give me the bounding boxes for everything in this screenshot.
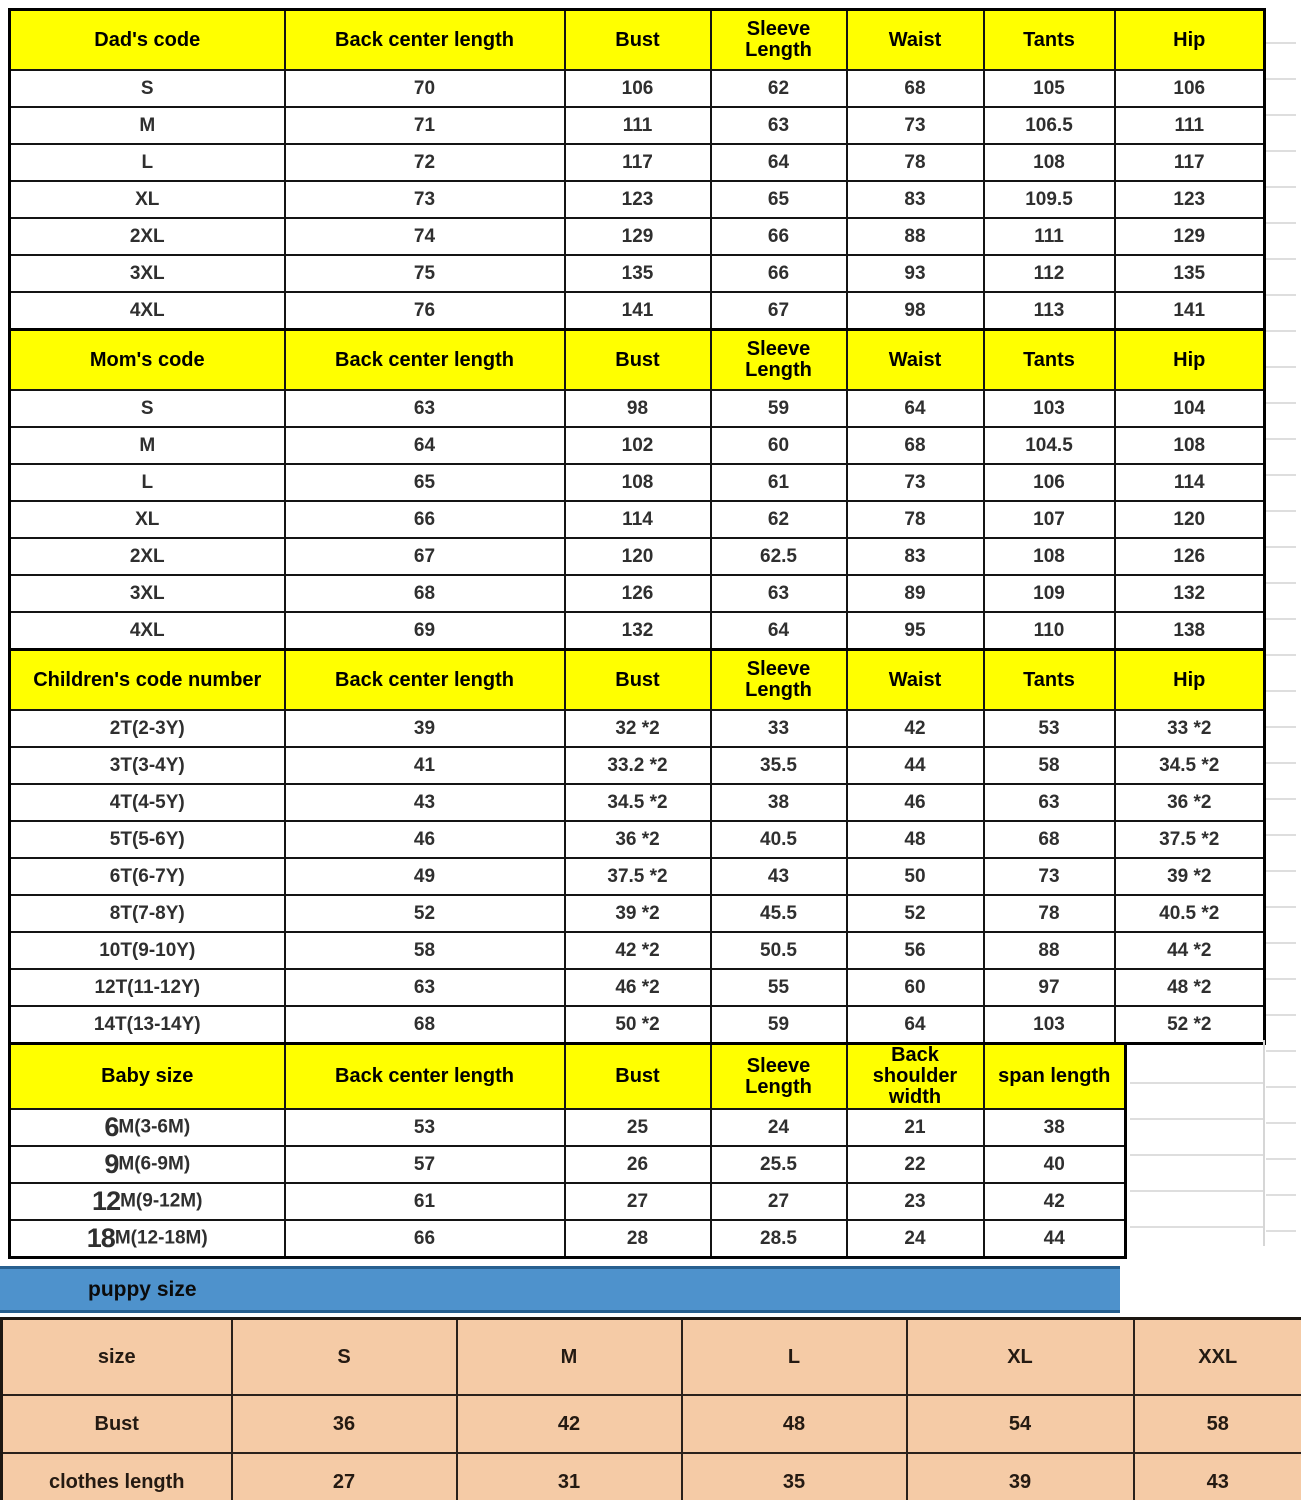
table-row: [10, 1220, 1126, 1258]
puppy-value-cell: 58: [1134, 1395, 1301, 1453]
dad-value-cell: 112: [984, 255, 1115, 292]
puppy-value-cell: 39: [907, 1453, 1134, 1500]
baby-header-span-length: span length: [984, 1044, 1126, 1110]
dad-value-cell: 72: [285, 144, 565, 181]
mom-value-cell: 138: [1115, 612, 1265, 650]
children-value-cell: 52: [847, 895, 984, 932]
table-row: [10, 932, 1265, 969]
mom-value-cell: 120: [565, 538, 711, 575]
dad-value-cell: 88: [847, 218, 984, 255]
mom-value-cell: 59: [711, 390, 847, 427]
baby-value-cell: 28.5: [711, 1220, 847, 1258]
puppy-value-cell: 48: [682, 1395, 907, 1453]
dad-value-cell: 78: [847, 144, 984, 181]
children-value-cell: 52: [285, 895, 565, 932]
mom-value-cell: 63: [711, 575, 847, 612]
puppy-size-banner-label: puppy size: [88, 1277, 197, 1301]
mom-value-cell: 108: [565, 464, 711, 501]
table-row: [10, 107, 1265, 144]
puppy-size-table: [0, 1317, 1301, 1500]
children-value-cell: 37.5 *2: [1115, 821, 1265, 858]
baby-value-cell: 57: [285, 1146, 565, 1183]
dad-header-waist: Waist: [847, 10, 984, 71]
dad-value-cell: 141: [565, 292, 711, 330]
baby-value-cell: 25.5: [711, 1146, 847, 1183]
children-row-label: 14T(13-14Y): [10, 1006, 285, 1044]
children-value-cell: 44: [847, 747, 984, 784]
children-header-tants: Tants: [984, 650, 1115, 711]
dad-row-label: 2XL: [10, 218, 285, 255]
mom-value-cell: 62.5: [711, 538, 847, 575]
dad-row-label: S: [10, 70, 285, 107]
children-value-cell: 64: [847, 1006, 984, 1044]
dad-row-label: M: [10, 107, 285, 144]
mom-row-label: 2XL: [10, 538, 285, 575]
dad-value-cell: 106: [565, 70, 711, 107]
mom-value-cell: 107: [984, 501, 1115, 538]
dad-value-cell: 106: [1115, 70, 1265, 107]
mom-header-hip: Hip: [1115, 330, 1265, 391]
children-value-cell: 40.5 *2: [1115, 895, 1265, 932]
table-row: [10, 390, 1265, 427]
dad-value-cell: 141: [1115, 292, 1265, 330]
baby-size-table: [8, 1042, 1127, 1259]
dad-value-cell: 62: [711, 70, 847, 107]
children-value-cell: 50 *2: [565, 1006, 711, 1044]
mom-value-cell: 78: [847, 501, 984, 538]
children-size-table: [8, 648, 1266, 1045]
dad-value-cell: 129: [565, 218, 711, 255]
table-row: [2, 1319, 1301, 1396]
dad-value-cell: 67: [711, 292, 847, 330]
table-row: [10, 821, 1265, 858]
children-row-label: 12T(11-12Y): [10, 969, 285, 1006]
children-value-cell: 34.5 *2: [565, 784, 711, 821]
children-header-bust: Bust: [565, 650, 711, 711]
dad-value-cell: 111: [565, 107, 711, 144]
dad-header-hip: Hip: [1115, 10, 1265, 71]
dad-header-tants: Tants: [984, 10, 1115, 71]
mom-value-cell: 65: [285, 464, 565, 501]
children-value-cell: 55: [711, 969, 847, 1006]
children-value-cell: 46: [285, 821, 565, 858]
dad-value-cell: 71: [285, 107, 565, 144]
children-value-cell: 39 *2: [565, 895, 711, 932]
dad-header-sleeve-length: Sleeve Length: [711, 10, 847, 71]
children-value-cell: 50: [847, 858, 984, 895]
mom-row-label: 4XL: [10, 612, 285, 650]
mom-value-cell: 68: [847, 427, 984, 464]
children-value-cell: 42: [847, 710, 984, 747]
table-row: [10, 255, 1265, 292]
dad-row-label: XL: [10, 181, 285, 218]
baby-value-cell: 38: [984, 1109, 1126, 1146]
table-row: [10, 501, 1265, 538]
children-value-cell: 48: [847, 821, 984, 858]
mom-value-cell: 66: [285, 501, 565, 538]
children-value-cell: 33.2 *2: [565, 747, 711, 784]
children-value-cell: 60: [847, 969, 984, 1006]
dad-value-cell: 117: [565, 144, 711, 181]
mom-value-cell: 110: [984, 612, 1115, 650]
table-row: [10, 292, 1265, 330]
mom-value-cell: 108: [984, 538, 1115, 575]
dad-value-cell: 106.5: [984, 107, 1115, 144]
children-value-cell: 35.5: [711, 747, 847, 784]
baby-row-label: 6M(3-6M): [10, 1109, 285, 1146]
children-value-cell: 63: [984, 784, 1115, 821]
dad-value-cell: 68: [847, 70, 984, 107]
children-value-cell: 42 *2: [565, 932, 711, 969]
dad-value-cell: 109.5: [984, 181, 1115, 218]
dad-value-cell: 70: [285, 70, 565, 107]
children-row-label: 8T(7-8Y): [10, 895, 285, 932]
baby-value-cell: 44: [984, 1220, 1126, 1258]
dad-value-cell: 75: [285, 255, 565, 292]
children-row-label: 10T(9-10Y): [10, 932, 285, 969]
header-row: [10, 650, 1265, 711]
baby-value-cell: 27: [711, 1183, 847, 1220]
mom-value-cell: 83: [847, 538, 984, 575]
table-row: [10, 612, 1265, 650]
children-header-sleeve-length: Sleeve Length: [711, 650, 847, 711]
children-value-cell: 58: [285, 932, 565, 969]
children-value-cell: 34.5 *2: [1115, 747, 1265, 784]
children-value-cell: 68: [984, 821, 1115, 858]
header-row: [10, 330, 1265, 391]
dad-value-cell: 63: [711, 107, 847, 144]
puppy-value-cell: 31: [457, 1453, 682, 1500]
baby-value-cell: 26: [565, 1146, 711, 1183]
mom-size-table: [8, 328, 1266, 651]
mom-value-cell: 98: [565, 390, 711, 427]
baby-value-cell: 21: [847, 1109, 984, 1146]
puppy-value-cell: 43: [1134, 1453, 1301, 1500]
children-value-cell: 68: [285, 1006, 565, 1044]
children-value-cell: 39 *2: [1115, 858, 1265, 895]
children-value-cell: 40.5: [711, 821, 847, 858]
baby-header-back-shoulder-width: Back shoulder width: [847, 1044, 984, 1110]
children-value-cell: 58: [984, 747, 1115, 784]
mom-value-cell: 106: [984, 464, 1115, 501]
mom-value-cell: 73: [847, 464, 984, 501]
children-value-cell: 37.5 *2: [565, 858, 711, 895]
dad-value-cell: 64: [711, 144, 847, 181]
table-row: [10, 784, 1265, 821]
puppy-value-cell: 27: [232, 1453, 457, 1500]
children-row-label: 3T(3-4Y): [10, 747, 285, 784]
table-row: [10, 1183, 1126, 1220]
children-value-cell: 88: [984, 932, 1115, 969]
dad-value-cell: 74: [285, 218, 565, 255]
dad-value-cell: 123: [565, 181, 711, 218]
children-value-cell: 50.5: [711, 932, 847, 969]
mom-value-cell: 103: [984, 390, 1115, 427]
children-value-cell: 63: [285, 969, 565, 1006]
puppy-value-cell: 42: [457, 1395, 682, 1453]
mom-value-cell: 120: [1115, 501, 1265, 538]
children-value-cell: 39: [285, 710, 565, 747]
children-row-label: 5T(5-6Y): [10, 821, 285, 858]
size-sheet-tables: [8, 8, 1293, 1259]
dad-value-cell: 98: [847, 292, 984, 330]
dad-value-cell: 73: [285, 181, 565, 218]
baby-value-cell: 53: [285, 1109, 565, 1146]
dad-value-cell: 93: [847, 255, 984, 292]
children-value-cell: 43: [285, 784, 565, 821]
puppy-value-cell: 54: [907, 1395, 1134, 1453]
mom-value-cell: 68: [285, 575, 565, 612]
mom-value-cell: 64: [711, 612, 847, 650]
baby-value-cell: 61: [285, 1183, 565, 1220]
children-value-cell: 59: [711, 1006, 847, 1044]
mom-value-cell: 109: [984, 575, 1115, 612]
table-row: [10, 1109, 1126, 1146]
mom-value-cell: 132: [565, 612, 711, 650]
dad-value-cell: 117: [1115, 144, 1265, 181]
mom-header-tants: Tants: [984, 330, 1115, 391]
table-row: [10, 1146, 1126, 1183]
dad-value-cell: 129: [1115, 218, 1265, 255]
dad-header-back-center-length: Back center length: [285, 10, 565, 71]
dad-header-bust: Bust: [565, 10, 711, 71]
mom-value-cell: 104: [1115, 390, 1265, 427]
children-value-cell: 97: [984, 969, 1115, 1006]
mom-value-cell: 114: [565, 501, 711, 538]
table-row: [10, 858, 1265, 895]
mom-value-cell: 95: [847, 612, 984, 650]
mom-value-cell: 64: [285, 427, 565, 464]
table-row: [10, 70, 1265, 107]
children-value-cell: 52 *2: [1115, 1006, 1265, 1044]
mom-value-cell: 63: [285, 390, 565, 427]
table-row: [10, 218, 1265, 255]
baby-header-bust: Bust: [565, 1044, 711, 1110]
children-value-cell: 48 *2: [1115, 969, 1265, 1006]
dad-value-cell: 65: [711, 181, 847, 218]
baby-value-cell: 28: [565, 1220, 711, 1258]
children-value-cell: 46: [847, 784, 984, 821]
table-row: [2, 1395, 1301, 1453]
dad-header-label: Dad's code: [10, 10, 285, 71]
table-row: [10, 427, 1265, 464]
children-value-cell: 43: [711, 858, 847, 895]
table-row: [10, 969, 1265, 1006]
children-value-cell: 46 *2: [565, 969, 711, 1006]
baby-value-cell: 27: [565, 1183, 711, 1220]
table-row: [10, 747, 1265, 784]
children-value-cell: 78: [984, 895, 1115, 932]
mom-value-cell: 60: [711, 427, 847, 464]
puppy-value-cell: M: [457, 1319, 682, 1396]
baby-value-cell: 22: [847, 1146, 984, 1183]
dad-row-label: 3XL: [10, 255, 285, 292]
table-row: [10, 1006, 1265, 1044]
children-value-cell: 33 *2: [1115, 710, 1265, 747]
mom-value-cell: 108: [1115, 427, 1265, 464]
baby-row-label: 9M(6-9M): [10, 1146, 285, 1183]
spreadsheet-gridlines-baby: [1130, 1048, 1263, 1246]
mom-header-sleeve-length: Sleeve Length: [711, 330, 847, 391]
baby-value-cell: 25: [565, 1109, 711, 1146]
table-row: [10, 710, 1265, 747]
children-value-cell: 36 *2: [1115, 784, 1265, 821]
puppy-row-header: size: [2, 1319, 232, 1396]
table-row: [10, 538, 1265, 575]
puppy-value-cell: L: [682, 1319, 907, 1396]
children-value-cell: 38: [711, 784, 847, 821]
dad-row-label: 4XL: [10, 292, 285, 330]
mom-header-back-center-length: Back center length: [285, 330, 565, 391]
children-header-hip: Hip: [1115, 650, 1265, 711]
spreadsheet-gridlines-right: [1266, 8, 1296, 1246]
table-row: [10, 144, 1265, 181]
mom-row-label: 3XL: [10, 575, 285, 612]
dad-value-cell: 135: [565, 255, 711, 292]
children-value-cell: 32 *2: [565, 710, 711, 747]
puppy-value-cell: XL: [907, 1319, 1134, 1396]
table-row: [10, 464, 1265, 501]
puppy-row-header: clothes length: [2, 1453, 232, 1500]
puppy-value-cell: XXL: [1134, 1319, 1301, 1396]
baby-header-sleeve-length: Sleeve Length: [711, 1044, 847, 1110]
children-row-label: 4T(4-5Y): [10, 784, 285, 821]
mom-row-label: L: [10, 464, 285, 501]
baby-value-cell: 40: [984, 1146, 1126, 1183]
dad-value-cell: 66: [711, 218, 847, 255]
dad-value-cell: 135: [1115, 255, 1265, 292]
dad-value-cell: 105: [984, 70, 1115, 107]
baby-value-cell: 42: [984, 1183, 1126, 1220]
mom-header-bust: Bust: [565, 330, 711, 391]
baby-value-cell: 23: [847, 1183, 984, 1220]
children-value-cell: 36 *2: [565, 821, 711, 858]
dad-value-cell: 113: [984, 292, 1115, 330]
spreadsheet-gridline-vertical: [1263, 1040, 1265, 1246]
mom-row-label: S: [10, 390, 285, 427]
dad-value-cell: 83: [847, 181, 984, 218]
children-value-cell: 49: [285, 858, 565, 895]
children-value-cell: 53: [984, 710, 1115, 747]
mom-header-label: Mom's code: [10, 330, 285, 391]
dad-size-table: [8, 8, 1266, 331]
mom-value-cell: 104.5: [984, 427, 1115, 464]
mom-value-cell: 61: [711, 464, 847, 501]
baby-value-cell: 24: [711, 1109, 847, 1146]
mom-value-cell: 126: [565, 575, 711, 612]
dad-value-cell: 73: [847, 107, 984, 144]
table-row: [10, 181, 1265, 218]
children-header-waist: Waist: [847, 650, 984, 711]
puppy-value-cell: S: [232, 1319, 457, 1396]
mom-value-cell: 89: [847, 575, 984, 612]
baby-value-cell: 66: [285, 1220, 565, 1258]
table-row: [2, 1453, 1301, 1500]
children-value-cell: 73: [984, 858, 1115, 895]
children-header-back-center-length: Back center length: [285, 650, 565, 711]
mom-value-cell: 62: [711, 501, 847, 538]
children-value-cell: 103: [984, 1006, 1115, 1044]
baby-row-label: 12M(9-12M): [10, 1183, 285, 1220]
dad-value-cell: 76: [285, 292, 565, 330]
mom-value-cell: 132: [1115, 575, 1265, 612]
puppy-value-cell: 35: [682, 1453, 907, 1500]
dad-value-cell: 123: [1115, 181, 1265, 218]
table-row: [10, 575, 1265, 612]
baby-value-cell: 24: [847, 1220, 984, 1258]
children-value-cell: 41: [285, 747, 565, 784]
mom-row-label: M: [10, 427, 285, 464]
children-value-cell: 45.5: [711, 895, 847, 932]
puppy-value-cell: 36: [232, 1395, 457, 1453]
puppy-size-banner: [0, 1266, 1120, 1313]
baby-header-label: Baby size: [10, 1044, 285, 1110]
dad-row-label: L: [10, 144, 285, 181]
dad-value-cell: 66: [711, 255, 847, 292]
children-value-cell: 56: [847, 932, 984, 969]
children-value-cell: 44 *2: [1115, 932, 1265, 969]
baby-row-label: 18M(12-18M): [10, 1220, 285, 1258]
children-row-label: 6T(6-7Y): [10, 858, 285, 895]
header-row: [10, 1044, 1126, 1110]
mom-value-cell: 102: [565, 427, 711, 464]
table-row: [10, 895, 1265, 932]
mom-value-cell: 67: [285, 538, 565, 575]
header-row: [10, 10, 1265, 71]
mom-header-waist: Waist: [847, 330, 984, 391]
dad-value-cell: 111: [984, 218, 1115, 255]
mom-value-cell: 64: [847, 390, 984, 427]
mom-row-label: XL: [10, 501, 285, 538]
dad-value-cell: 111: [1115, 107, 1265, 144]
mom-value-cell: 126: [1115, 538, 1265, 575]
dad-value-cell: 108: [984, 144, 1115, 181]
puppy-row-header: Bust: [2, 1395, 232, 1453]
mom-value-cell: 114: [1115, 464, 1265, 501]
children-row-label: 2T(2-3Y): [10, 710, 285, 747]
baby-header-back-center-length: Back center length: [285, 1044, 565, 1110]
children-header-label: Children's code number: [10, 650, 285, 711]
mom-value-cell: 69: [285, 612, 565, 650]
children-value-cell: 33: [711, 710, 847, 747]
